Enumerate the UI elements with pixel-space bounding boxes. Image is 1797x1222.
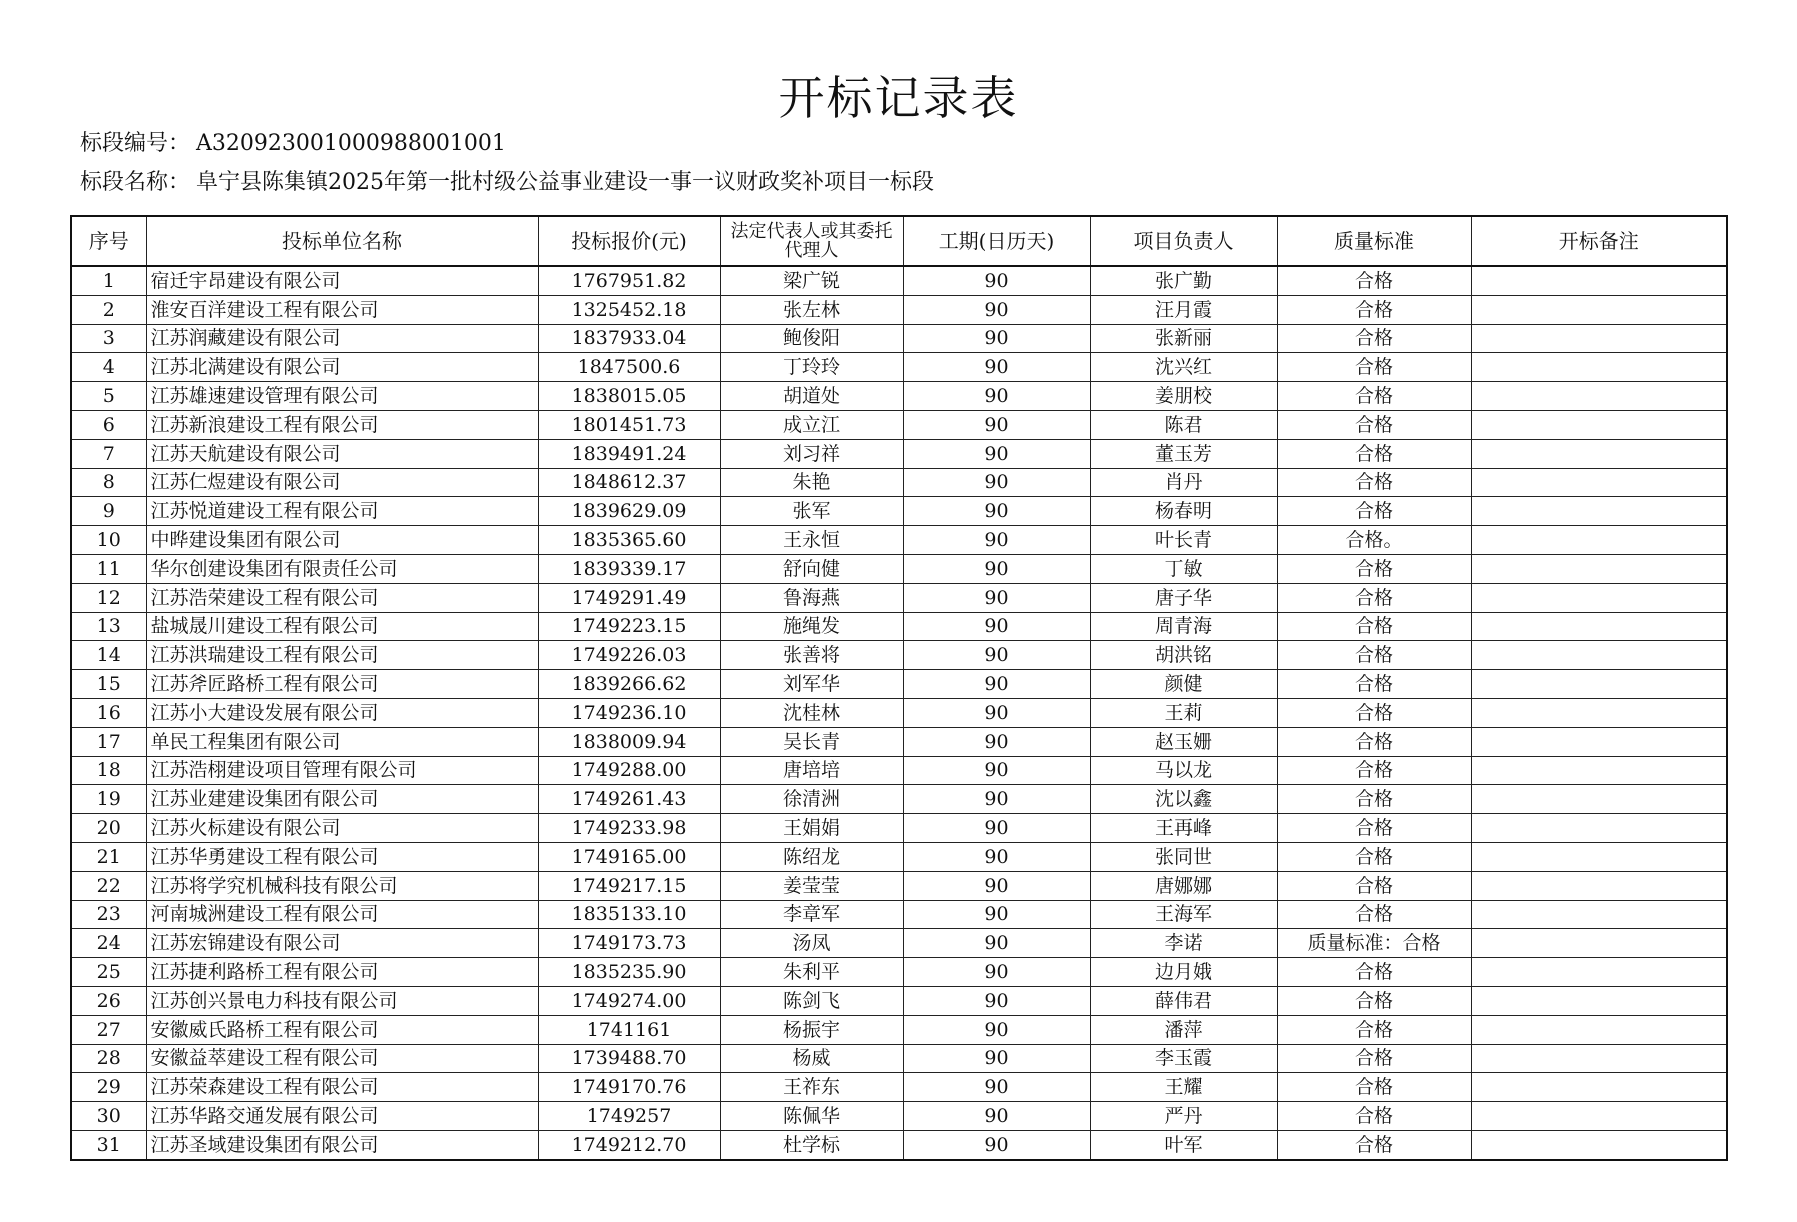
cell-quality: 合格 [1277, 266, 1471, 295]
table-row [71, 410, 1727, 439]
cell-manager: 王耀 [1090, 1073, 1277, 1102]
cell-period: 90 [903, 526, 1090, 555]
cell-price: 1835133.10 [538, 900, 720, 929]
cell-representative: 陈佩华 [720, 1102, 903, 1131]
cell-company: 单民工程集团有限公司 [146, 727, 538, 756]
cell-price: 1749173.73 [538, 929, 720, 958]
cell-manager: 叶军 [1090, 1130, 1277, 1159]
cell-period: 90 [903, 900, 1090, 929]
cell-remark [1471, 842, 1727, 871]
header-remark: 开标备注 [1471, 216, 1727, 266]
cell-price: 1749274.00 [538, 986, 720, 1015]
cell-period: 90 [903, 698, 1090, 727]
cell-no: 31 [71, 1130, 146, 1159]
cell-remark [1471, 439, 1727, 468]
cell-price: 1739488.70 [538, 1044, 720, 1073]
cell-remark [1471, 295, 1727, 324]
cell-company: 江苏创兴景电力科技有限公司 [146, 986, 538, 1015]
cell-company: 江苏浩栩建设项目管理有限公司 [146, 756, 538, 785]
cell-quality: 合格 [1277, 814, 1471, 843]
cell-manager: 胡洪铭 [1090, 641, 1277, 670]
cell-quality: 合格 [1277, 785, 1471, 814]
cell-representative: 杜学标 [720, 1130, 903, 1159]
cell-price: 1835365.60 [538, 526, 720, 555]
cell-price: 1749233.98 [538, 814, 720, 843]
cell-remark [1471, 554, 1727, 583]
cell-price: 1325452.18 [538, 295, 720, 324]
cell-price: 1835235.90 [538, 958, 720, 987]
cell-no: 22 [71, 871, 146, 900]
header-representative: 法定代表人或其委托代理人 [720, 216, 903, 266]
cell-price: 1847500.6 [538, 353, 720, 382]
cell-remark [1471, 324, 1727, 353]
cell-manager: 赵玉姗 [1090, 727, 1277, 756]
cell-remark [1471, 410, 1727, 439]
cell-price: 1838015.05 [538, 382, 720, 411]
cell-manager: 叶长青 [1090, 526, 1277, 555]
cell-representative: 丁玲玲 [720, 353, 903, 382]
cell-representative: 鲁海燕 [720, 583, 903, 612]
cell-quality: 合格 [1277, 1044, 1471, 1073]
table-row [71, 468, 1727, 497]
cell-company: 江苏捷利路桥工程有限公司 [146, 958, 538, 987]
cell-manager: 王莉 [1090, 698, 1277, 727]
cell-quality: 合格 [1277, 958, 1471, 987]
section-name-value: 阜宁县陈集镇2025年第一批村级公益事业建设一事一议财政奖补项目一标段 [196, 170, 935, 195]
cell-period: 90 [903, 583, 1090, 612]
cell-manager: 张新丽 [1090, 324, 1277, 353]
cell-price: 1741161 [538, 1015, 720, 1044]
header-price: 投标报价(元) [538, 216, 720, 266]
section-name-label: 标段名称： [80, 170, 191, 195]
cell-representative: 王永恒 [720, 526, 903, 555]
cell-company: 江苏华勇建设工程有限公司 [146, 842, 538, 871]
cell-period: 90 [903, 871, 1090, 900]
cell-company: 江苏悦道建设工程有限公司 [146, 497, 538, 526]
cell-no: 7 [71, 439, 146, 468]
cell-quality: 合格 [1277, 1015, 1471, 1044]
cell-quality: 合格 [1277, 468, 1471, 497]
cell-period: 90 [903, 382, 1090, 411]
cell-no: 20 [71, 814, 146, 843]
cell-quality: 合格 [1277, 1073, 1471, 1102]
cell-manager: 陈君 [1090, 410, 1277, 439]
cell-no: 10 [71, 526, 146, 555]
cell-representative: 施绳发 [720, 612, 903, 641]
cell-quality: 合格 [1277, 698, 1471, 727]
cell-manager: 王再峰 [1090, 814, 1277, 843]
cell-representative: 杨威 [720, 1044, 903, 1073]
cell-company: 江苏小大建设发展有限公司 [146, 698, 538, 727]
cell-manager: 丁敏 [1090, 554, 1277, 583]
cell-manager: 颜健 [1090, 670, 1277, 699]
cell-manager: 唐娜娜 [1090, 871, 1277, 900]
cell-no: 3 [71, 324, 146, 353]
cell-representative: 张左林 [720, 295, 903, 324]
cell-manager: 汪月霞 [1090, 295, 1277, 324]
cell-price: 1749257 [538, 1102, 720, 1131]
cell-quality: 合格 [1277, 842, 1471, 871]
table-row [71, 583, 1727, 612]
cell-company: 江苏洪瑞建设工程有限公司 [146, 641, 538, 670]
cell-manager: 姜朋校 [1090, 382, 1277, 411]
cell-no: 27 [71, 1015, 146, 1044]
cell-representative: 舒向健 [720, 554, 903, 583]
cell-no: 17 [71, 727, 146, 756]
cell-price: 1838009.94 [538, 727, 720, 756]
table-row [71, 382, 1727, 411]
cell-remark [1471, 382, 1727, 411]
cell-no: 29 [71, 1073, 146, 1102]
cell-manager: 王海军 [1090, 900, 1277, 929]
table-row [71, 1015, 1727, 1044]
cell-quality: 合格 [1277, 295, 1471, 324]
cell-no: 2 [71, 295, 146, 324]
cell-period: 90 [903, 266, 1090, 295]
bid-opening-table [70, 215, 1728, 1161]
cell-no: 1 [71, 266, 146, 295]
cell-company: 江苏浩荣建设工程有限公司 [146, 583, 538, 612]
table-row [71, 612, 1727, 641]
cell-manager: 杨春明 [1090, 497, 1277, 526]
cell-period: 90 [903, 353, 1090, 382]
table-row [71, 670, 1727, 699]
cell-representative: 胡道处 [720, 382, 903, 411]
cell-company: 江苏雄速建设管理有限公司 [146, 382, 538, 411]
cell-quality: 合格 [1277, 756, 1471, 785]
cell-representative: 鲍俊阳 [720, 324, 903, 353]
cell-remark [1471, 814, 1727, 843]
cell-price: 1749288.00 [538, 756, 720, 785]
cell-remark [1471, 612, 1727, 641]
cell-period: 90 [903, 554, 1090, 583]
table-header-row [71, 216, 1727, 266]
table-row [71, 1044, 1727, 1073]
cell-company: 江苏业建建设集团有限公司 [146, 785, 538, 814]
cell-remark [1471, 266, 1727, 295]
table-row [71, 871, 1727, 900]
cell-price: 1749236.10 [538, 698, 720, 727]
cell-company: 江苏斧匠路桥工程有限公司 [146, 670, 538, 699]
cell-manager: 沈以鑫 [1090, 785, 1277, 814]
cell-no: 6 [71, 410, 146, 439]
cell-manager: 沈兴红 [1090, 353, 1277, 382]
cell-remark [1471, 1073, 1727, 1102]
cell-company: 中晔建设集团有限公司 [146, 526, 538, 555]
table-row [71, 900, 1727, 929]
cell-price: 1839266.62 [538, 670, 720, 699]
cell-company: 江苏荣森建设工程有限公司 [146, 1073, 538, 1102]
table-row [71, 497, 1727, 526]
cell-quality: 合格 [1277, 1102, 1471, 1131]
table-row [71, 266, 1727, 295]
cell-remark [1471, 958, 1727, 987]
cell-price: 1749261.43 [538, 785, 720, 814]
table-row [71, 353, 1727, 382]
cell-company: 江苏天航建设有限公司 [146, 439, 538, 468]
cell-remark [1471, 353, 1727, 382]
cell-representative: 陈剑飞 [720, 986, 903, 1015]
cell-no: 5 [71, 382, 146, 411]
cell-representative: 王祚东 [720, 1073, 903, 1102]
cell-remark [1471, 698, 1727, 727]
cell-remark [1471, 1102, 1727, 1131]
cell-quality: 合格 [1277, 324, 1471, 353]
cell-representative: 梁广锐 [720, 266, 903, 295]
cell-quality: 合格。 [1277, 526, 1471, 555]
cell-no: 4 [71, 353, 146, 382]
cell-remark [1471, 1130, 1727, 1159]
table-row [71, 814, 1727, 843]
cell-company: 江苏火标建设有限公司 [146, 814, 538, 843]
cell-no: 24 [71, 929, 146, 958]
cell-representative: 杨振宇 [720, 1015, 903, 1044]
header-manager: 项目负责人 [1090, 216, 1277, 266]
section-code-label: 标段编号： [80, 131, 191, 156]
cell-no: 9 [71, 497, 146, 526]
cell-remark [1471, 497, 1727, 526]
cell-company: 江苏润藏建设有限公司 [146, 324, 538, 353]
cell-no: 12 [71, 583, 146, 612]
cell-representative: 张军 [720, 497, 903, 526]
cell-company: 安徽威氏路桥工程有限公司 [146, 1015, 538, 1044]
cell-company: 江苏仁煜建设有限公司 [146, 468, 538, 497]
cell-price: 1749291.49 [538, 583, 720, 612]
cell-no: 8 [71, 468, 146, 497]
cell-manager: 马以龙 [1090, 756, 1277, 785]
cell-no: 30 [71, 1102, 146, 1131]
cell-price: 1767951.82 [538, 266, 720, 295]
cell-price: 1848612.37 [538, 468, 720, 497]
cell-quality: 合格 [1277, 554, 1471, 583]
cell-manager: 肖丹 [1090, 468, 1277, 497]
header-company: 投标单位名称 [146, 216, 538, 266]
cell-representative: 汤凤 [720, 929, 903, 958]
cell-representative: 朱利平 [720, 958, 903, 987]
cell-company: 江苏将学究机械科技有限公司 [146, 871, 538, 900]
cell-representative: 王娟娟 [720, 814, 903, 843]
cell-period: 90 [903, 1130, 1090, 1159]
cell-price: 1839491.24 [538, 439, 720, 468]
cell-remark [1471, 756, 1727, 785]
cell-manager: 薛伟君 [1090, 986, 1277, 1015]
cell-company: 江苏圣域建设集团有限公司 [146, 1130, 538, 1159]
cell-period: 90 [903, 986, 1090, 1015]
cell-price: 1749165.00 [538, 842, 720, 871]
table-row [71, 756, 1727, 785]
cell-representative: 吴长青 [720, 727, 903, 756]
cell-remark [1471, 1015, 1727, 1044]
table-row [71, 554, 1727, 583]
cell-remark [1471, 727, 1727, 756]
cell-remark [1471, 871, 1727, 900]
cell-period: 90 [903, 641, 1090, 670]
cell-period: 90 [903, 324, 1090, 353]
cell-price: 1839339.17 [538, 554, 720, 583]
cell-period: 90 [903, 439, 1090, 468]
cell-manager: 张同世 [1090, 842, 1277, 871]
table-row [71, 986, 1727, 1015]
cell-company: 盐城晟川建设工程有限公司 [146, 612, 538, 641]
cell-price: 1749226.03 [538, 641, 720, 670]
cell-remark [1471, 785, 1727, 814]
cell-manager: 李诺 [1090, 929, 1277, 958]
cell-quality: 合格 [1277, 497, 1471, 526]
cell-price: 1839629.09 [538, 497, 720, 526]
cell-no: 11 [71, 554, 146, 583]
cell-period: 90 [903, 410, 1090, 439]
cell-company: 江苏北满建设有限公司 [146, 353, 538, 382]
cell-period: 90 [903, 727, 1090, 756]
cell-no: 18 [71, 756, 146, 785]
cell-period: 90 [903, 468, 1090, 497]
cell-price: 1801451.73 [538, 410, 720, 439]
cell-quality: 合格 [1277, 900, 1471, 929]
cell-company: 淮安百洋建设工程有限公司 [146, 295, 538, 324]
cell-period: 90 [903, 1015, 1090, 1044]
cell-period: 90 [903, 1102, 1090, 1131]
cell-representative: 姜莹莹 [720, 871, 903, 900]
table-row [71, 324, 1727, 353]
cell-no: 13 [71, 612, 146, 641]
cell-manager: 严丹 [1090, 1102, 1277, 1131]
cell-representative: 朱艳 [720, 468, 903, 497]
cell-quality: 合格 [1277, 612, 1471, 641]
cell-quality: 合格 [1277, 641, 1471, 670]
cell-remark [1471, 583, 1727, 612]
cell-price: 1749212.70 [538, 1130, 720, 1159]
cell-quality: 合格 [1277, 382, 1471, 411]
header-quality: 质量标准 [1277, 216, 1471, 266]
section-code-value: A320923001000988001001 [196, 131, 506, 156]
cell-manager: 董玉芳 [1090, 439, 1277, 468]
cell-quality: 合格 [1277, 583, 1471, 612]
table-row [71, 727, 1727, 756]
cell-period: 90 [903, 612, 1090, 641]
cell-representative: 刘习祥 [720, 439, 903, 468]
cell-quality: 合格 [1277, 986, 1471, 1015]
cell-no: 15 [71, 670, 146, 699]
table-row [71, 641, 1727, 670]
cell-period: 90 [903, 929, 1090, 958]
cell-no: 28 [71, 1044, 146, 1073]
cell-quality: 质量标准：合格 [1277, 929, 1471, 958]
table-row [71, 526, 1727, 555]
table-row [71, 698, 1727, 727]
cell-remark [1471, 670, 1727, 699]
header-period: 工期(日历天) [903, 216, 1090, 266]
cell-period: 90 [903, 670, 1090, 699]
cell-price: 1749217.15 [538, 871, 720, 900]
cell-period: 90 [903, 958, 1090, 987]
cell-no: 14 [71, 641, 146, 670]
cell-price: 1837933.04 [538, 324, 720, 353]
cell-quality: 合格 [1277, 727, 1471, 756]
cell-quality: 合格 [1277, 871, 1471, 900]
cell-remark [1471, 641, 1727, 670]
cell-representative: 唐培培 [720, 756, 903, 785]
cell-period: 90 [903, 785, 1090, 814]
cell-company: 河南城洲建设工程有限公司 [146, 900, 538, 929]
cell-price: 1749170.76 [538, 1073, 720, 1102]
cell-period: 90 [903, 497, 1090, 526]
cell-period: 90 [903, 814, 1090, 843]
cell-no: 21 [71, 842, 146, 871]
table-row [71, 785, 1727, 814]
cell-no: 16 [71, 698, 146, 727]
cell-remark [1471, 900, 1727, 929]
cell-company: 江苏新浪建设工程有限公司 [146, 410, 538, 439]
cell-company: 江苏华路交通发展有限公司 [146, 1102, 538, 1131]
table-row [71, 929, 1727, 958]
cell-representative: 徐清洲 [720, 785, 903, 814]
section-name [80, 165, 934, 196]
cell-period: 90 [903, 295, 1090, 324]
cell-remark [1471, 986, 1727, 1015]
cell-manager: 潘萍 [1090, 1015, 1277, 1044]
table-row [71, 958, 1727, 987]
cell-manager: 唐子华 [1090, 583, 1277, 612]
cell-representative: 陈绍龙 [720, 842, 903, 871]
table-body [71, 266, 1727, 1160]
cell-representative: 成立江 [720, 410, 903, 439]
cell-quality: 合格 [1277, 670, 1471, 699]
cell-no: 19 [71, 785, 146, 814]
cell-remark [1471, 1044, 1727, 1073]
cell-remark [1471, 468, 1727, 497]
table-row [71, 1130, 1727, 1159]
table-row [71, 1102, 1727, 1131]
cell-representative: 李章军 [720, 900, 903, 929]
table-row [71, 439, 1727, 468]
cell-company: 华尔创建设集团有限责任公司 [146, 554, 538, 583]
cell-manager: 张广勤 [1090, 266, 1277, 295]
cell-quality: 合格 [1277, 439, 1471, 468]
cell-representative: 张善将 [720, 641, 903, 670]
section-code [80, 126, 506, 157]
cell-representative: 沈桂林 [720, 698, 903, 727]
cell-quality: 合格 [1277, 1130, 1471, 1159]
cell-representative: 刘军华 [720, 670, 903, 699]
cell-company: 江苏宏锦建设有限公司 [146, 929, 538, 958]
table-row [71, 1073, 1727, 1102]
cell-remark [1471, 526, 1727, 555]
cell-manager: 边月娥 [1090, 958, 1277, 987]
table-row [71, 295, 1727, 324]
cell-period: 90 [903, 842, 1090, 871]
cell-period: 90 [903, 1044, 1090, 1073]
cell-no: 23 [71, 900, 146, 929]
cell-company: 宿迁宇昂建设有限公司 [146, 266, 538, 295]
cell-quality: 合格 [1277, 353, 1471, 382]
cell-no: 26 [71, 986, 146, 1015]
cell-remark [1471, 929, 1727, 958]
cell-period: 90 [903, 756, 1090, 785]
header-no: 序号 [71, 216, 146, 266]
cell-quality: 合格 [1277, 410, 1471, 439]
cell-period: 90 [903, 1073, 1090, 1102]
cell-no: 25 [71, 958, 146, 987]
cell-manager: 李玉霞 [1090, 1044, 1277, 1073]
cell-price: 1749223.15 [538, 612, 720, 641]
cell-company: 安徽益萃建设工程有限公司 [146, 1044, 538, 1073]
table-row [71, 842, 1727, 871]
page-title: 开标记录表 [778, 71, 1019, 125]
cell-manager: 周青海 [1090, 612, 1277, 641]
